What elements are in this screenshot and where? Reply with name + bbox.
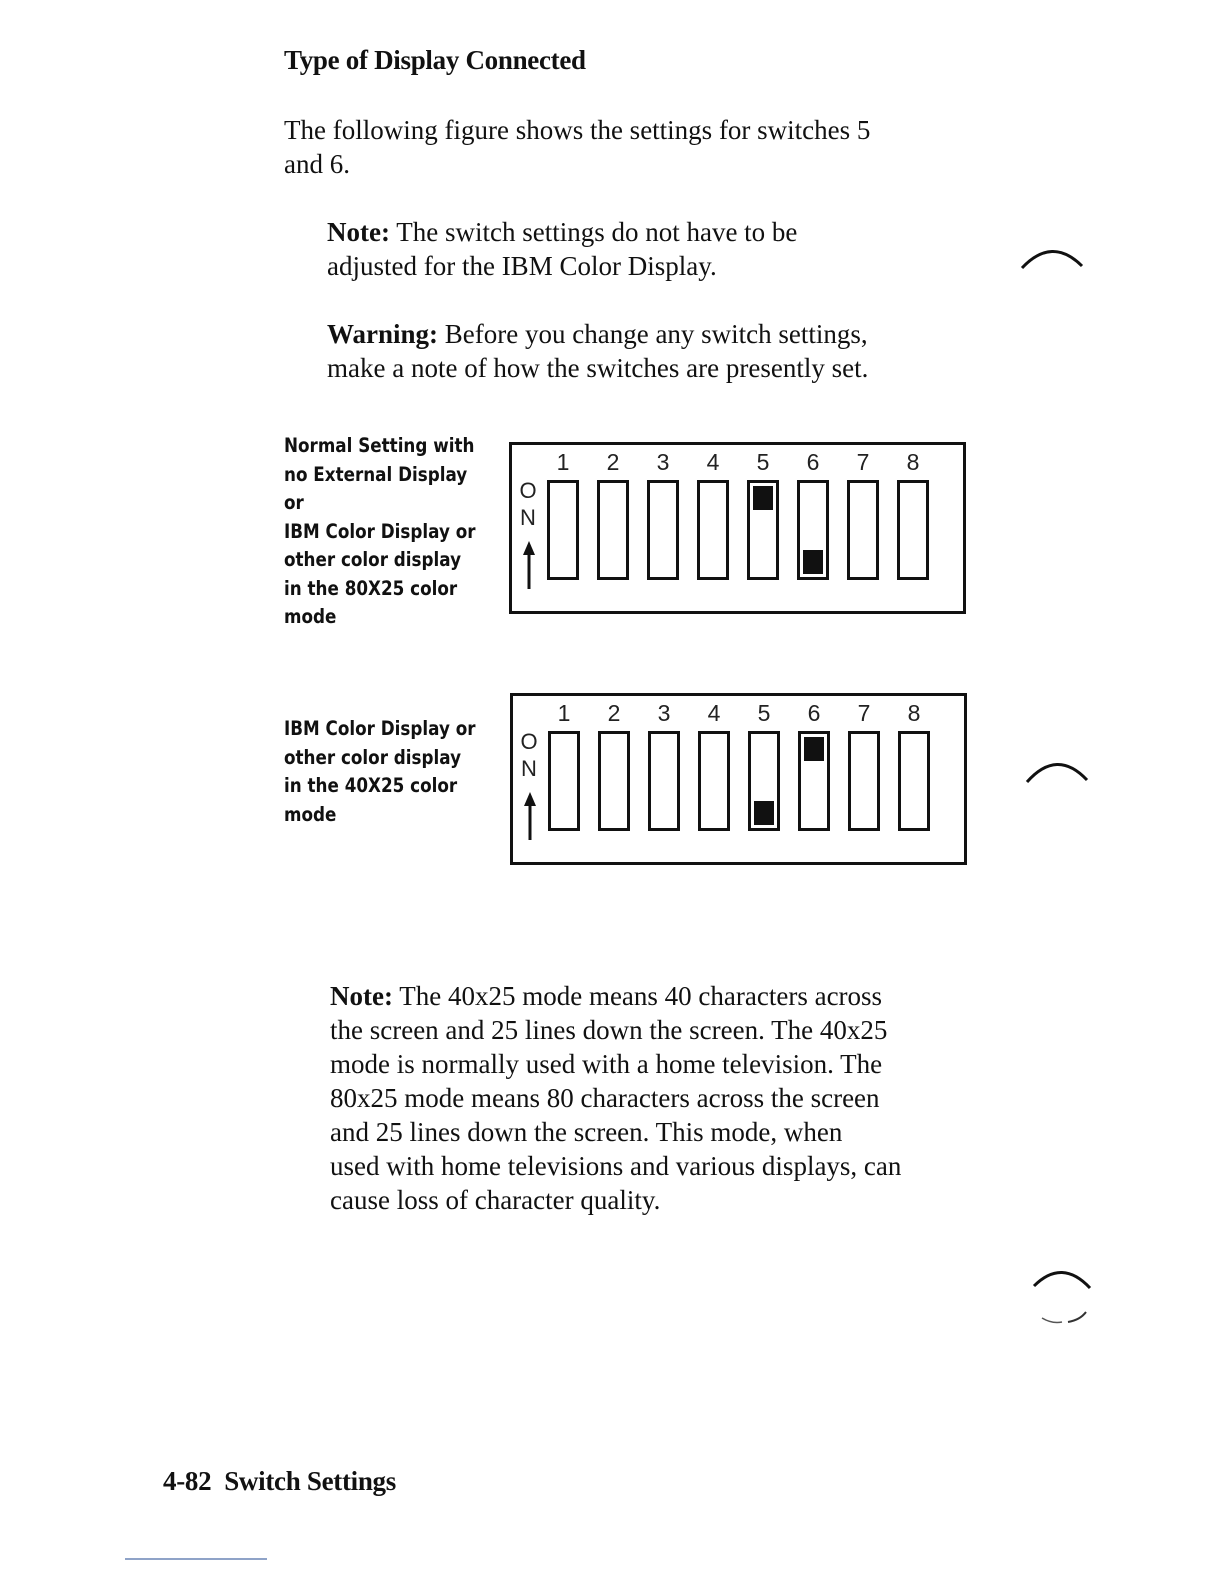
caption-line: mode <box>284 605 337 628</box>
note-switch-settings <box>327 215 797 283</box>
note-label: Note: <box>330 981 393 1011</box>
page-number: 4-82 <box>163 1466 212 1496</box>
scan-artifact-line <box>125 1558 267 1560</box>
on-label-o: O <box>520 729 538 754</box>
switch-number-5: 5 <box>757 700 771 726</box>
switch-number-7: 7 <box>856 449 870 475</box>
figure-2-caption <box>284 715 476 829</box>
margin-arc-icon <box>1025 754 1091 786</box>
switch-5 <box>748 731 780 831</box>
warning-paragraph <box>327 317 868 385</box>
note-text: and 25 lines down the screen. This mode, when <box>330 1117 843 1147</box>
caption-line: other color display <box>284 745 462 769</box>
switch-number-7: 7 <box>857 700 871 726</box>
warning-label: Warning: <box>327 319 439 349</box>
switch-7 <box>847 480 879 580</box>
switch-number-6: 6 <box>806 449 820 475</box>
note-display-modes <box>330 979 901 1217</box>
caption-line: no External Display <box>284 462 468 486</box>
switch-knob-on <box>754 801 774 825</box>
caption-line: in the 40X25 color <box>284 774 458 797</box>
switch-8 <box>897 480 929 580</box>
on-label-n: N <box>521 756 537 781</box>
switch-number-5: 5 <box>756 449 770 475</box>
switch-knob-on <box>803 550 823 574</box>
switch-knob-off <box>753 486 773 510</box>
warning-text: Before you change any switch settings, <box>438 319 868 349</box>
switch-number-4: 4 <box>707 700 721 726</box>
caption-line: mode <box>284 802 337 826</box>
margin-circle-icon <box>1030 1262 1096 1332</box>
on-direction-arrow-icon <box>521 792 539 840</box>
note-text: 80x25 mode means 80 characters across the screen <box>330 1083 880 1113</box>
switch-knob-off <box>804 737 824 761</box>
caption-line: Normal Setting with <box>284 434 475 457</box>
switch-7 <box>848 731 880 831</box>
switch-number-2: 2 <box>607 700 621 726</box>
switch-3 <box>647 480 679 580</box>
margin-arc-icon <box>1020 242 1086 272</box>
note-text: The switch settings do not have to be <box>389 217 798 247</box>
intro-line: and 6. <box>284 149 350 179</box>
switch-6 <box>797 480 829 580</box>
switch-2 <box>597 480 629 580</box>
switch-number-2: 2 <box>606 449 620 475</box>
caption-line: or <box>284 491 304 514</box>
switch-number-3: 3 <box>656 449 670 475</box>
switch-1 <box>548 731 580 831</box>
switch-number-6: 6 <box>807 700 821 726</box>
switch-5 <box>747 480 779 580</box>
dip-switch-block-1 <box>509 442 966 614</box>
intro-paragraph <box>284 113 870 181</box>
caption-line: IBM Color Display or <box>284 717 476 740</box>
note-text: cause loss of character quality. <box>330 1185 661 1215</box>
warning-text: make a note of how the switches are presently set. <box>327 353 869 383</box>
note-text: mode is normally used with a home television. The <box>330 1049 883 1079</box>
switch-6 <box>798 731 830 831</box>
note-text: adjusted for the IBM Color Display. <box>327 251 717 281</box>
switch-number-1: 1 <box>557 700 571 726</box>
switch-4 <box>697 480 729 580</box>
on-label-o: O <box>519 478 537 503</box>
note-label: Note: <box>327 217 390 247</box>
page-footer <box>163 1466 396 1497</box>
note-text: The 40x25 mode means 40 characters across <box>392 981 883 1011</box>
caption-line: other color display <box>284 548 462 571</box>
note-text: used with home televisions and various displays, can <box>330 1151 902 1181</box>
switch-number-8: 8 <box>907 700 921 726</box>
on-label-n: N <box>520 505 536 530</box>
intro-line: The following figure shows the settings for switches 5 <box>284 115 871 145</box>
switch-number-4: 4 <box>706 449 720 475</box>
figure-1-caption <box>284 432 476 632</box>
switch-2 <box>598 731 630 831</box>
note-text: the screen and 25 lines down the screen. The 40x25 <box>330 1015 888 1045</box>
switch-1 <box>547 480 579 580</box>
page-heading: Type of Display Connected <box>284 45 586 75</box>
switch-3 <box>648 731 680 831</box>
switch-number-1: 1 <box>556 449 570 475</box>
switch-number-3: 3 <box>657 700 671 726</box>
switch-4 <box>698 731 730 831</box>
caption-line: IBM Color Display or <box>284 519 476 543</box>
switch-8 <box>898 731 930 831</box>
on-direction-arrow-icon <box>520 541 538 589</box>
section-title: Switch Settings <box>224 1466 396 1496</box>
caption-line: in the 80X25 color <box>284 576 458 600</box>
switch-number-8: 8 <box>906 449 920 475</box>
dip-switch-block-2 <box>510 693 967 865</box>
